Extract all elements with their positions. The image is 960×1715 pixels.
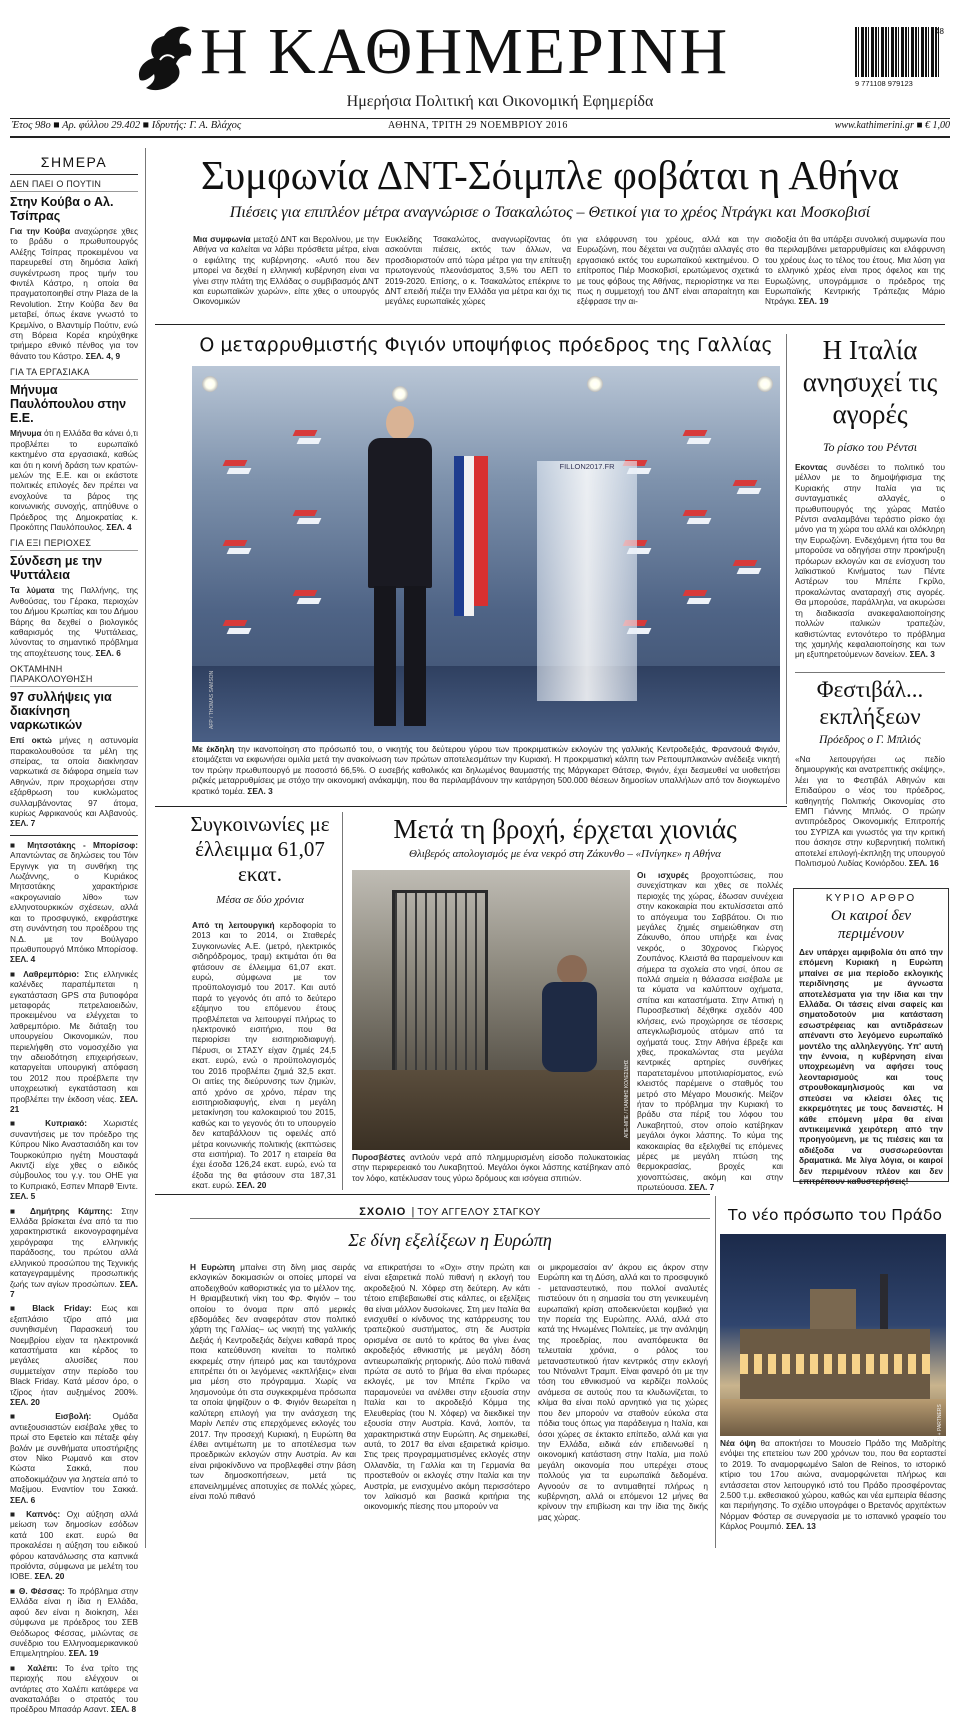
- newspaper-subtitle: Ημερήσια Πολιτική και Οικονομική Εφημερίδα: [346, 93, 654, 110]
- festival-text: «Να λειτουργήσει ως πεδίο δημιουργικής και ανατρεπτικής σκέψης», λέει για το Φεστιβάλ Αθηνών και Επιδαύρου ο νέος του πρόεδρος, καθηγητής Πολιτικής Οικονομίας στο ΕΜΠ Γιάννης Μπλιός. Ο πρώην αντιπρόεδρος Οικονομικής Επιτροπής του ΣΥΡΙΖΑ και γνωστός για την κριτική που άσκησε στην κυβερνητική πολιτική αποτελεί επιλογή-έκπληξη της υπουργού Πολιτισμού Λυδίας Κονιόρδου. ΣΕΛ. 16: [795, 754, 945, 869]
- commentary-col-2: να επικρατήσει το «Οχι» στην πρώτη και είναι εξαιρετικά πολύ πιθανή η εκλογή του ακροδεξιού Ν. Χόφερ στη δεύτερη. Αν κάτι τέτοιο επιβεβαιωθεί στις κάλπες, οι εξελίξεις θα είναι μάλλον δυσοίωνες. Στη μεν Ιταλία θα ενισχυθεί ο κίνδυνος της κατάρρευσης του τραπεζικού συστήματος, στη δε Αυστρία ορισμένα σε αυτό το κράτος θα γίνει ένας ακροδεξιός εθνικιστής με μεγάλη δόση αντιευρωπαϊκής ρητορικής. Δύο πολύ πιθανά πρώτα σε αυτό το βήμα θα είναι πρόωρες εκλογές, με τον Μπέπε Γκρίλο να παραμονεύει να ανέλθει στην εξουσία στην Ιταλία και το ακροδεξιό Κόμμα της Ελευθερίας (του Ν. Χόφερ) να διεκδικεί την εξουσία στην Αυστρία. Κανά, λοιπόν, τα χαρακτηριστικά στην Ευρώπη. Ας σημειωθεί, αυτά, το 2017 θα είναι εξαιρετικά κρίσιμο. Στις τρεις προγραμματισμένες εκλογές στην Ολλανδία, τη Γαλλία και τη Γερμανία θα προστεθούν οι εκλογές στην Ιταλία και την Αυστρία, με ενισχυμένο ακόμη περισσότερο τον λαϊκισμό και βασικά κριτήρια της οικονομικής πίεσης που μπορούν να: [364, 1262, 530, 1512]
- list-item: ■ Λαθρεμπόριο: Στις ελληνικές καλένδες παραπέμπεται η εγκατάσταση GPS στα βυτιοφόρα μεταφοράς πετρελαιοειδών, προκειμένου να ελέγχεται το λαθρεμπόριο. Με διάταξη του υπουργείου Οικονομικών, που περιελήφθη στο νομοσχέδιο για την αδειοδότηση επιχειρήσεων, καταργείται υπουργική απόφαση του 2012 που προέβλεπε την υποχρεωτική εγκατάσταση και προβλέπει την έκδοση νέας. ΣΕΛ. 21: [10, 968, 138, 1114]
- prado-text: Νέα όψη θα αποκτήσει το Μουσείο Πράδο της Μαδρίτης ενόψει της επετείου των 200 χρόνων του, που θα εορταστεί το 2019. Το αναμορφωμένο Salon de Reinos, το ιστορικό κτίριο του 17ου αιώνα, αναμορφώνεται πλήρως και εντάσσεται στον λειτουργικό ιστό του Πράδο προσφέροντας 2.500 τ.μ. εκθεσιακού χώρου, καθώς και νέα εμπειρία θέασης και περιήγησης. Το σχέδιο υπογράφει ο Βρετανός αρχιτέκτων Νόρμαν Φόστερ σε συνεργασία με το ισπανικό γραφείο του Κάρλος Ρουμπιό. ΣΕΛ. 13: [720, 1438, 947, 1532]
- transport-text: Από τη λειτουργική κερδοφορία το 2013 και το 2014, οι Σταθερές Συγκοινωνίες Α.Ε. (μετρό, ηλεκτρικός σιδηρόδρομος, τραμ) εκτιμάται ότι θα φτάσουν σε έλλειμμα 61,07 εκατ. ευρώ, σύμφωνα με τον προϋπολογισμό του 2017. Και αυτό παρά το γεγονός ότι από το δεύτερο εξάμηνο του επόμενου έτους προβλέπεται να λειτουργεί πλήρως το ηλεκτρονικό εισιτήριο, που θα περιορίσει την εισιτηριοδιαφυγή. Πέρυσι, οι ΣΤΑΣΥ είχαν ζημιές 24,5 εκατ. ευρώ, ενώ ο προϋπολογισμός του 2016 προβλέπει ζημιά 32,5 εκατ. Οι αιτίες της διεύρυνσης των ζημιών, από χρόνο σε χρόνο, πέραν της εισιτηριοδιαφυγής, είναι η μεγάλη μετακίνηση του καλοκαιριού του 2015, καθώς και το γεγονός ότι το υπουργείο δεν καταβάλλουν τις οφειλές από μέτρα κοινωνικής πολιτικής (εκπτώσεις στα εισιτήρια). Το 2017 η εταιρεία θα έχει έσοδα 126,24 εκατ. ευρώ, ενώ τα έξοδα της θα φτάσουν στα 187,31 εκατ. ευρώ. ΣΕΛ. 20: [192, 920, 336, 1191]
- issue-date: ΑΘΗΝΑ, ΤΡΙΤΗ 29 ΝΟΕΜΒΡΙΟΥ 2016: [388, 120, 568, 131]
- editorial-box: [793, 888, 949, 1186]
- barcode-bars: [855, 27, 939, 77]
- commentary-divider: [715, 1196, 716, 1548]
- sidebar-section: [10, 179, 138, 361]
- issue-info: Έτος 98ο ■ Αρ. φύλλου 29.402 ■ Ιδρυτής: Γ. Α. Βλάχος: [12, 120, 242, 131]
- weather-caption: Πυροσβέστες αντλούν νερά από πλημμυρισμένη είσοδο πολυκατοικίας στην περιφερειακό του Λυκαβηττού. Μεγάλοι όγκοι λάσπης κατέβηκαν από τον λόφο, κατέκλυσαν τους γύρω δρόμους και ισόγεια σπιτιών.: [352, 1152, 630, 1183]
- sidebar-today: [10, 148, 139, 1715]
- section-headline: Σύνδεση με την Ψυττάλεια: [10, 554, 103, 583]
- photo-credit: FOSTER + PARTNERS: [937, 1404, 943, 1457]
- masthead-top-rule: [10, 118, 950, 119]
- lead-bottom-rule: [155, 324, 945, 325]
- sidebar-section: [10, 367, 138, 532]
- weather-headline: Μετά τη βροχή, έρχεται χιονιάς: [393, 814, 737, 844]
- section-headline: Μήνυμα Παυλόπουλου στην Ε.Ε.: [10, 383, 127, 426]
- festival-deck: Πρόεδρος ο Γ. Μπλιός: [819, 734, 921, 746]
- section-text: Τα λύματα της Παλλήνης, της Ανθούσας, του Γέρακα, περιοχών του Δήμου Κρωπίας και του Δήμου Βάρης θα δεχθεί ο βιολογικός καθαρισμός της Ψυττάλειας, λύνοντας το σημαντικό πρόβλημα της αποχέτευσης τους. ΣΕΛ. 6: [10, 585, 138, 658]
- commentary-label-row: ΣΧΟΛΙΟ | ΤΟΥ ΑΓΓΕΛΟΥ ΣΤΑΓΚΟΥ: [359, 1206, 541, 1218]
- section-label: ΓΙΑ ΤΑ ΕΡΓΑΣΙΑΚΑ: [10, 367, 90, 378]
- italy-rule: [795, 672, 945, 673]
- lead-col-4: σιοδοξία ότι θα υπάρξει συνολική συμφωνία που θα περιλαμβάνει μεταρρυθμίσεις και ελάφρυνση του χρέους έως το τέλος του έτους. Μια λύση για το ελληνικό χρέος είναι προς όφελος και της Ευρωζώνης, υπογράμμισε ο πρόεδρος της Ευρωπαϊκής Κεντρικής Τράπεζας Μάριο Ντράγκι. ΣΕΛ. 19: [765, 234, 945, 307]
- section-label: ΟΚΤΑΜΗΝΗ ΠΑΡΑΚΟΛΟΥΘΗΣΗ: [10, 664, 93, 685]
- weather-deck: Θλιβερός απολογισμός με ένα νεκρό στη Ζάκυνθο – «Πνίγηκε» η Αθήνα: [409, 848, 721, 860]
- fillon-photo: [192, 366, 780, 742]
- sidebar-section: [10, 538, 138, 658]
- editorial-label: ΚΥΡΙΟ ΑΡΘΡΟ: [825, 893, 917, 904]
- fillon-caption: Με έκδηλη την ικανοποίηση στο πρόσωπό του, ο νικητής του δεύτερου γύρου των προκριματικών εκλογών της γαλλικής Κεντροδεξιάς, Φρανσουά Φιγιόν, ετοιμάζεται να εκφωνήσει ομιλία μετά την ανακοίνωση των πρώτων αποτελεσμάτων την Κυριακή. Η προκριματική κάλπη των Ρεπουμπλικανών ανέδειξε νικητή τον πρώην πρωθυπουργό με ποσοστό 66,5%. Ο ευσεβής καθολικός και δηλωμένος θαυμαστής της Μάργκαρετ Θάτσερ, Φιγιόν, έχει δεσμευθεί να υιοθετήσει ριζικές μεταρρυθμίσεις με στόχο την οικονομική ανάκαμψη, που θα περιλαμβάνουν την κατάργηση 500.000 θέσεων δημοσίων υπαλλήλων από τον διογκωμένο κρατικό τομέα. ΣΕΛ. 3: [192, 744, 780, 796]
- list-item: ■ Καπνός: Οχι αύξηση αλλά μείωση των δημοσίων εσόδων κατά 100 εκατ. ευρώ θα προκαλέσει η αύξηση του ειδικού φόρου κατανάλωσης στα καπνικά προϊόντα, σύμφωνα με μελέτη του ΙΟΒΕ. ΣΕΛ. 20: [10, 1509, 138, 1582]
- section-text: Για την Κούβα αναχώρησε χθες το βράδυ ο πρωθυπουργός Αλέξης Τσίπρας προκειμένου να παρευρεθεί στη δημόσια λαϊκή συγκέντρωση προς τιμήν του Φιντέλ Κάστρο, η οποία θα πραγματοποιηθεί στην Plaza de la Revolution. Στην Κούβα δεν θα μεταβεί, όπως έκανε γνωστό το Κρεμλίνο, ο Βλαντιμίρ Πούτιν, ενώ στη Βόρεια Κορέα κηρύχθηκε τριήμερο εθνικό πένθος για τον θάνατο του Κάστρο. ΣΕΛ. 4, 9: [10, 226, 138, 361]
- person-figure: [360, 406, 440, 726]
- sidebar-bullets: [10, 840, 138, 1715]
- newspaper-title: Η ΚΑΘΗΜΕΡΙΝΗ: [200, 15, 730, 88]
- section-label: ΓΙΑ ΕΞΙ ΠΕΡΙΟΧΕΣ: [10, 538, 92, 549]
- fillon-bottom-rule: [155, 806, 787, 807]
- italy-text: Εκοντας συνδέσει το πολιτικό του μέλλον με το δημοψήφισμα της Κυριακής στην Ιταλία για τις συνταγματικές αλλαγές, ο πρωθυπουργός της χώρας Ματέο Ρέντσι αναλαμβάνει τεράστιο ρίσκο όχι μόνο για τη χώρα του αλλά και ολόκληρη την Ευρωζώνη. Ενδεχόμενη ήττα του θα μπορούσε να οδηγήσει στην προκήρυξη πρόωρων εκλογών και σε ενίσχυση του λαϊκιστικού Κινήματος των Πέντε Αστέρων του Μπέπε Γκρίλο, προκαλώντας αναταραχή στις αγορές. Θα μπορούσε, παράλληλα, να ακυρώσει τη διαδικασία ανακεφαλαιοποίησης πολλών ιταλικών τραπεζών, καθιστώντας εντονότερο το πρόβλημα της χαμηλής κεφαλαιοποίησης και των μη εξυπηρετούμενων δανείων. ΣΕΛ. 3: [795, 462, 945, 660]
- masthead: [0, 0, 960, 140]
- lead-headline: Συμφωνία ΔΝΤ-Σόιμπλε φοβάται η Αθήνα: [200, 152, 900, 198]
- transport-headline: Συγκοινωνίες με έλλειμμα 61,07 εκατ.: [190, 812, 330, 886]
- weather-photo: [352, 870, 630, 1150]
- section-headline: Στην Κούβα ο Αλ. Τσίπρας: [10, 195, 114, 223]
- lower-rule: [155, 1194, 710, 1195]
- list-item: ■ Δημήτρης Κάμπης: Στην Ελλάδα βρίσκεται ένα από τα πιο χαρακτηριστικά εικονογραφημένα χειρόγραφα της ελληνικής παράδοσης, του πρώτου αλλά ελληνικού προσώπου της Τεχνικής καταγεγραμμένης προσωπικής ζωής των αγίων προσώπων. ΣΕΛ. 7: [10, 1205, 138, 1299]
- weather-text: Οι ισχυρές βροχοπτώσεις, που συνεχίστηκαν και χθες σε πολλές περιοχές της χώρας, έδωσαν συνέχεια στην κακοκαιρία που εκτυλίσσεται από το απόγευμα του Σαββάτου. Οι πιο μεγάλες ζημιές σημειώθηκαν στη Ζάκυνθο, όπου υπήρξε και ένας νεκρός, ο 30χρονος Γιώργος Ζουπάνος. Κλειστά θα παραμείνουν και σήμερα τα σχολεία στο νησί, όπου σε πολλά σημεία η θάλασσα εισέβαλε με τα κύματα να καλύπτουν οχήματα, σπίτια και καταστήματα. Στην Αττική η Πυροσβεστική δέχθηκε σχεδόν 400 κλήσεις, ενώ προχώρησε σε τέσσερις απεγκλωβισμούς ατόμων από τα οχήματά τους. Στην Αθήνα έβρεξε και χθες, προκαλώντας στα μεγάλα κεντρικές αρτηρίες συνθήκες παρατεταμένου μποτιλιαρίσματος, ενώ κλειστός παρέμεινε ο σταθμός του μετρό στο Μέγαρο Μουσικής. Μείζον ήταν το πρόβλημα την Κυριακή το βράδυ στα πέριξ του λόφου του Λυκαβηττού, στον οποίο κατέβηκαν μεγάλοι όγκοι λάσπης. Το κύμα της κακοκαιρίας θα εξελιχθεί τις επόμενες μέρες με μεγάλη πτώση της θερμοκρασίας, βροχές και χιονοπτώσεις, ακόμη και στην πρωτεύουσα. ΣΕΛ. 7: [637, 870, 783, 1193]
- festival-headline: Φεστιβάλ... εκπλήξεων: [816, 677, 924, 729]
- list-item: ■ Black Friday: Εως και εξαπλάσιο τζίρο από μια συνηθισμένη Παρασκευή του Νοεμβρίου είχαν τα ηλεκτρονικά καταστήματα και κέρδος το μεγάλες αλυσίδες που συμμετείχαν στην περίοδο του Black Friday. Κατά μέσον όρο, ο τζίρος ήταν αυξημένος 200%. ΣΕΛ. 20: [10, 1303, 138, 1407]
- commentary-col-3: οι μικρομεσαίοι αν' άκρου εις άκρον στην Ευρώπη και τη Δύση, αλλά και το προσφυγικό - μεταναστευτικό, που πολλοί αναλυτές πιστεύουν ότι η σημασία του στη γενικευμένη ευρωπαϊκή κρίση αποδεικνύεται κομβικό για την πορεία της Ευρώπης. Αλλά, αλλά στο κατά της Ηνωμένες Πολιτείες, με την ανάληψη της προεδρίας, που αναπόφευκτα θα τελευταία χρόνια, ο ρόλος του μεταναστευτικού ήταν κεντρικός στην εκλογή του Ντόναλντ Τραμπ. Είναι φανερό ότι με την τόση του εθνικισμού να κερδίζει πολλούς ανάμεσα σε αυτούς που τα κλυδωνίζεται, το κλίμα θα είναι πολύ αρνητικό για τις χώρες που δεν μπορούν να σταθούν εύκολα στα πόδια τους όπως για παράδειγμα η Ιταλία, και όσοι χώρες σε έκτακτο επίπεδο, αλλά και για την Ελλάδα, ειδικά εάν επιδεινωθεί η οικονομική κατάσταση στην Ιταλία, μια πολύ μεγάλη οικονομία που υπερέχει στους πολλούς για τα ευρωπαϊκά δεδομένα. Αγνοούν σε το αντιμαθητεί πλήρως η κυβέρνηση, αλλά οι επόμενοι 12 μήνες θα κρίνουν την επιβίωση και την ίδια της δικής μας χώρας.: [538, 1262, 708, 1522]
- barcode-digits: 9 771108 979123: [855, 79, 913, 88]
- website-price: www.kathimerini.gr ■ € 1,00: [834, 120, 950, 131]
- list-item: ■ Κυπριακό: Χωριστές συναντήσεις με τον πρόεδρο της Κύπρου Νίκο Αναστασιάδη και τον Τουρκοκύπριο ηγέτη Μουσταφά Ακιντζί είχε χθες ο ειδικός σύμβουλος του γ.γ. του ΟΗΕ για το Κυπριακό, Εσπεν Μπαρθ Έιντε. ΣΕΛ. 5: [10, 1118, 138, 1202]
- podium-label: FILLON2017.FR: [559, 462, 615, 471]
- transport-deck: Μέσα σε δύο χρόνια: [216, 894, 304, 906]
- podium: [537, 461, 637, 701]
- sidebar-header: ΣΗΜΕΡΑ: [10, 148, 138, 175]
- lead-col-1: Μια συμφωνία μεταξύ ΔΝΤ και Βερολίνου, με την Αθήνα να καλείται να λάβει πρόσθετα μέτρα, είναι ο εφιάλτης της κυβέρνησης. «Αυτό που δεν μπορεί να δεχθεί η ελληνική κυβέρνηση είναι να γίνει στην πλάτη της Ελλάδας ο συμβιβασμός ΔΝΤ και ευρωπαϊκών χωρών», είπε χθες ο υπουργός Οικονομικών: [193, 234, 379, 307]
- section-text: Επί οκτώ μήνες η αστυνομία παρακολουθούσε τα μέλη της σπείρας, τα οποία διακίνησαν ναρκωτικά σε διάφορα σημεία των Αθηνών, πριν προχωρήσει στην εξάρθρωση του κυκλώματος συλλαμβάνοντας 97 άτομα, κυρίως Αφρικανούς και Αλβανούς. ΣΕΛ. 7: [10, 735, 139, 829]
- masthead-bottom-rule: [10, 136, 950, 138]
- italy-deck: Το ρίσκο του Ρέντσι: [822, 440, 918, 454]
- sidebar-section: [10, 664, 138, 829]
- fillon-headline: Ο μεταρρυθμιστής Φιγιόν υποψήφιος πρόεδρος της Γαλλίας: [199, 334, 773, 356]
- commentary-label: ΣΧΟΛΙΟ: [359, 1206, 407, 1218]
- prado-headline: Το νέο πρόσωπο του Πράδο: [728, 1206, 942, 1224]
- lead-col-2: Ευκλείδης Τσακαλώτος, αναγνωρίζοντας ότι ασκούνται πιέσεις, εκτός των άλλων, να προσδιοριστούν από τώρα μέτρα για την επίτευξη πρωτογενούς πλεονάσματος 3,5% του ΑΕΠ το 2019-2020. Επίσης, ο κ. Τσακαλώτος επέκρινε το ΔΝΤ επειδή πιέζει την Ελλάδα για μέτρα και όχι τις μεγάλες ευρωπαϊκές χώρες: [385, 234, 571, 307]
- commentary-author: ΤΟΥ ΑΓΓΕΛΟΥ ΣΤΑΓΚΟΥ: [417, 1207, 541, 1218]
- photo-credit: ΑΠΕ-ΜΠΕ / ΓΙΑΝΝΗΣ ΚΟΛΕΣΙΔΗΣ: [624, 1059, 630, 1138]
- commentary-headline: Σε δίνη εξελίξεων η Ευρώπη: [348, 1230, 552, 1250]
- section-headline: 97 συλλήψεις για διακίνηση ναρκωτικών: [10, 690, 112, 733]
- prado-photo: [720, 1234, 946, 1457]
- list-item: ■ Χαλέπι: Το ένα τρίτο της περιοχής που ελέγχουν οι αντάρτες στο Χαλέπι κατάφερε να ανακαταλάβει ο στρατός του προέδρου Μπασάρ Ασαντ. ΣΕΛ. 8: [10, 1662, 138, 1715]
- list-item: ■ Μητσοτάκης - Μπορίσοφ: Απαντώντας σε δηλώσεις του Τόιν Εργινγκ για τη συνθήκη της Λωζάννης, ο Κυριάκος Μητσοτάκης χαρακτήρισε «ακρογωνιαίο λίθο» των ελληνοτουρκικών σχέσεων, αλλά και το προσφυγικό, εκφράστηκε στη συνάντηση του προέδρου της Ν.Δ. με τον Βούλγαρο πρωθυπουργό Μπόικο Μπορίσοφ. ΣΕΛ. 4: [10, 839, 138, 965]
- section-text: Μήνυμα ότι η Ελλάδα θα κάνει ό,τι προβλέπει το ευρωπαϊκό κεκτημένο στα εργασιακά, καθώς και ότι η κοινή δράση των κρατών-μελών της Ε.Ε. και οι εκάστοτε πολιτικές επιλογές δεν πρέπει να ενοχλούνε τα βάρος της κοινωνικής συνοχής, απηύθυνε ο Πρόεδρος της Δημοκρατίας κ. Προκόπης Παυλόπουλος. ΣΕΛ. 4: [10, 428, 138, 532]
- barcode-top-number: 48: [935, 27, 944, 36]
- sidebar-divider: [145, 148, 146, 1548]
- editorial-text: Δεν υπάρχει αμφιβολία ότι από την επόμενη Κυριακή η Ευρώπη μπαίνει σε μια περίοδο εκλογικής περιδίνησης με άγνωστα αποτελέσματα για την ίδια και την Ελλάδα. Οι τάσεις είναι σαφείς και σηματοδοτούν μια κατάσταση εσωστρέφειας και αντιδράσεων απέναντι στο λεγόμενο ευρωπαϊκό μοντέλο της αλληλεγγύης. Υπ' αυτή την έννοια, η κυβέρνηση είναι υποχρεωμένη να αφήσει τους λεονταρισμούς και τους στρουθοκαμηλισμούς και να σπεύσει να κλείσει όλες τις εκκρεμότητες με τους δανειστές. Η κάθε επόμενη μέρα θα είναι αντικειμενικά χειρότερη από την προηγούμενη, με τις πιέσεις και τα αδιέξοδα να συσσωρεύονται δραματικά. Με λίγα λόγια, οι καιροί δεν περιμένουν πλέον και δεν επιτρέπουν καθυστερήσεις!: [799, 947, 943, 1186]
- list-item: ■ Θ. Φέσσας: Το πρόβλημα στην Ελλάδα είναι η ίδια η Ελλάδα, αφού δεν είναι η διοίκηση, λέει σύμφωνα με πρόεδρος του ΣΕΒ Θεόδωρος Φέσσας, μιλώντας σε συνέδριο του Ελληνοαμερικανικού Επιμελητηρίου. ΣΕΛ. 19: [10, 1585, 138, 1659]
- photo-credit: AFP / THOMAS SAMSON: [209, 670, 215, 729]
- transport-divider: [342, 812, 343, 1190]
- editorial-headline: Οι καιροί δεν περιμένουν: [830, 908, 912, 942]
- fillon-divider: [786, 334, 787, 804]
- commentary-rule: [190, 1218, 710, 1219]
- commentary-col-1: Η Ευρώπη μπαίνει στη δίνη μιας σειράς εκλογικών δοκιμασιών οι οποίες μπορεί να αποδειχθούν καθοριστικές για το μέλλον της. Η θριαμβευτική νίκη του Φρ. Φιγιόν – του οποίου το όνομα πριν από μερικές εβδομάδες δεν αναφερόταν στον πολιτικό χάρτη της Γαλλίας– ως νικητή της γαλλικής Δεξιάς ή Κεντροδεξιάς δείχνει καθαρά προς ποια κατεύθυνση κινείται το πολιτικό εκκρεμές στην ήπειρό μας και ταυτόχρονα επιτρέπει ότι οι λεγόμενες «εκπλήξεις» είναι μια μέση στο πρόγραμμα. Χωρίς να λησμονούμε ότι στα συγκεκριμένα πρόσωπα τα οποία ψηφίζουν ο Φ. Φιγιόν θεωρείται η καλύτερη επιλογή για την ανάσχεση της Μαρίν Λεπέν στις επερχόμενες εκλογές του 2017. Την προσεχή Κυριακή, η Ευρώπη θα έλθει αντιμέτωπη με το αποτέλεσμα των προεδρικών εκλογών στην Αυστρία. Αν και είναι ριψοκίνδυνο να προβλεφθεί στην βάση των δημοσκοπήσεων, μετά τις επανειλημμένες αποτυχίες σε πολλές χώρες, είναι πολύ πιθανό: [190, 1262, 356, 1501]
- lead-deck: Πιέσεις για επιπλέον μέτρα αναγνώρισε ο Τσακαλώτος – Θετικοί για το χρέος Ντράγκι και Μοσκοβισί: [229, 204, 871, 221]
- lead-col-3: για ελάφρυνση του χρέους, αλλά και την Ευρωζώνη, που δέχεται να συζητάει αλλαγές στο εργασιακό εκτός του ευρωπαϊκού κεκτημένου. Ο επίτροπος Πιέρ Μοσκοβισί, ερωτώμενος σχετικά με τους φόβους της Αθήνας, περιορίστηκε να πει πως η συμμετοχή του ΔΝΤ είναι απαραίτητη και εξέφρασε την αι-: [577, 234, 759, 307]
- section-label: ΔΕΝ ΠΑΕΙ Ο ΠΟΥΤΙΝ: [10, 179, 102, 189]
- griffin-logo-icon: [130, 20, 198, 94]
- italy-headline: Η Ιταλία ανησυχεί τις αγορές: [802, 335, 938, 429]
- list-item: ■ Εισβολή: Ομάδα αντιεξουσιαστών εισέβαλε χθες το πρωί στο Εφετείο και πέταξε φέιγ βολάν με συνθήματα υποστήριξης στον Νίκο Ρωμανό και στον Κώστα Σακκά, που αποδοκιμάζουν για ληστεία από το Μαξίμου. Εναντίον του Σακκά. ΣΕΛ. 6: [10, 1411, 138, 1505]
- barcode: [855, 27, 945, 93]
